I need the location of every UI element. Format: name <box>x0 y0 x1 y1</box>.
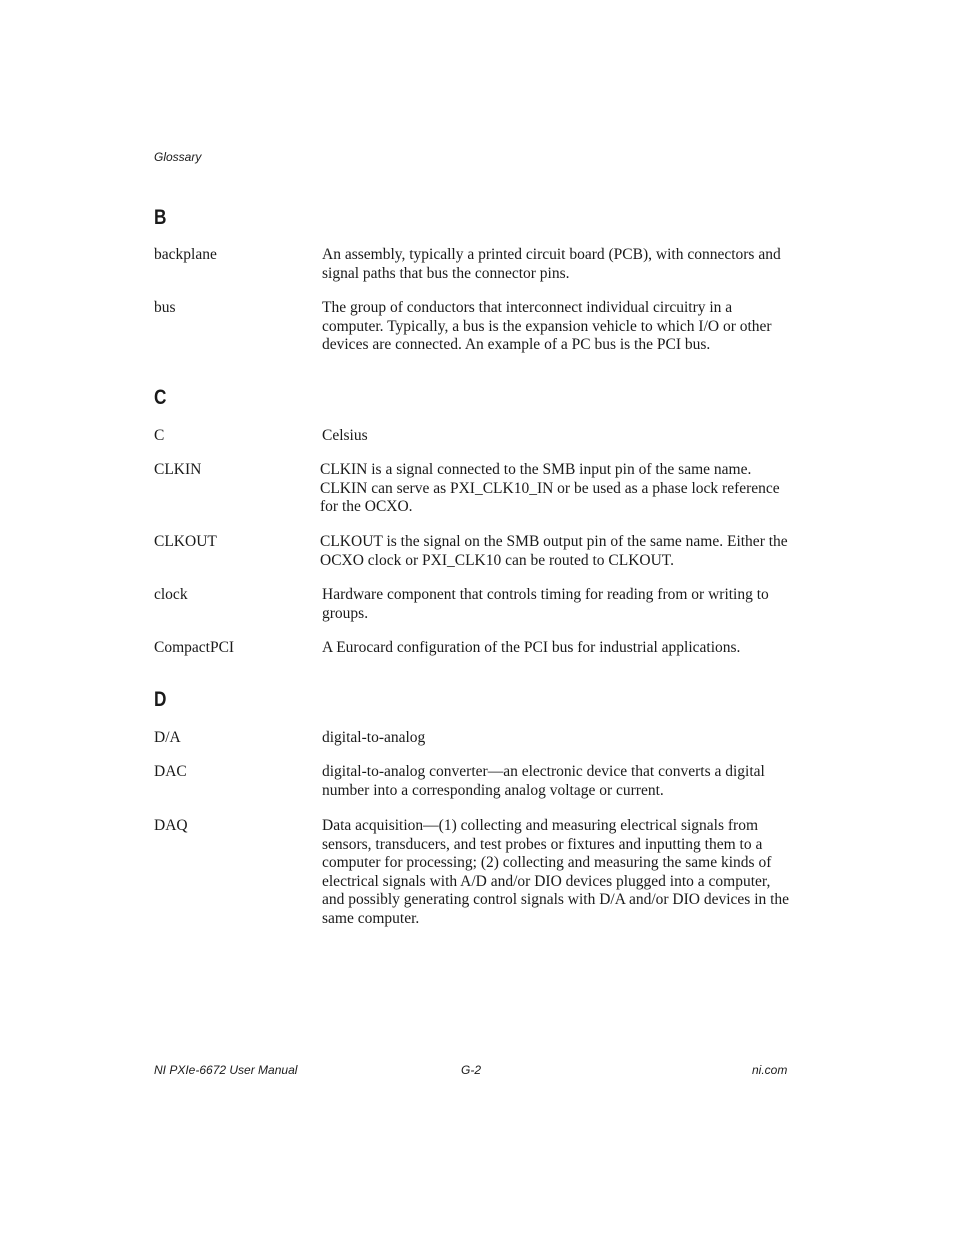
glossary-definition-daq: Data acquisition—(1) collecting and measuring electrical signals from sensors, transducers, and test probes or fixtures and inputting them to a computer for processing; (2) collecting and measuring the same kinds of electrical signals with A/D and/or DIO devices plugged into a computer, and possibly generating control signals with D/A and/or DIO devices in the same computer. <box>322 817 790 927</box>
glossary-definition-clkout: CLKOUT is the signal on the SMB output pin of the same name. Either the OCXO clock or PXI_CLK10 can be routed to CLKOUT. <box>320 533 788 569</box>
glossary-definition-backplane: An assembly, typically a printed circuit board (PCB), with connectors and signal paths that bus the connector pins. <box>322 246 781 282</box>
glossary-term-daq: DAQ <box>154 817 188 834</box>
glossary-definition-dac: digital-to-analog converter—an electronic device that converts a digital number into a corresponding analog voltage or current. <box>322 763 765 799</box>
section-letter-c: C <box>154 386 167 409</box>
glossary-definition-d-a: digital-to-analog <box>322 729 426 746</box>
glossary-definition-clock: Hardware component that controls timing for reading from or writing to groups. <box>322 586 769 622</box>
glossary-definition-clkin: CLKIN is a signal connected to the SMB input pin of the same name. CLKIN can serve as PXI_CLK10_IN or be used as a phase lock reference for the OCXO. <box>320 461 780 516</box>
section-letter-b: B <box>154 206 167 229</box>
glossary-term-dac: DAC <box>154 763 187 780</box>
running-head: Glossary <box>154 150 202 164</box>
footer-page-number: G-2 <box>461 1063 482 1077</box>
glossary-term-clkin: CLKIN <box>154 461 202 478</box>
glossary-definition-bus: The group of conductors that interconnect individual circuitry in a computer. Typically, a bus is the expansion vehicle to which I/O or other devices are connected. An example of a PC bus is the PCI bus. <box>322 299 772 354</box>
glossary-term-clock: clock <box>154 586 188 603</box>
glossary-term-bus: bus <box>154 299 176 316</box>
glossary-term-d-a: D/A <box>154 729 181 746</box>
glossary-term-compactpci: CompactPCI <box>154 639 235 656</box>
glossary-definition-c: Celsius <box>322 427 368 444</box>
glossary-term-c: C <box>154 427 165 444</box>
footer-manual-title: NI PXIe-6672 User Manual <box>154 1063 298 1077</box>
section-letter-d: D <box>154 688 167 711</box>
glossary-term-backplane: backplane <box>154 246 217 263</box>
glossary-term-clkout: CLKOUT <box>154 533 217 550</box>
footer-website: ni.com <box>752 1063 788 1077</box>
glossary-definition-compactpci: A Eurocard configuration of the PCI bus for industrial applications. <box>322 639 741 656</box>
